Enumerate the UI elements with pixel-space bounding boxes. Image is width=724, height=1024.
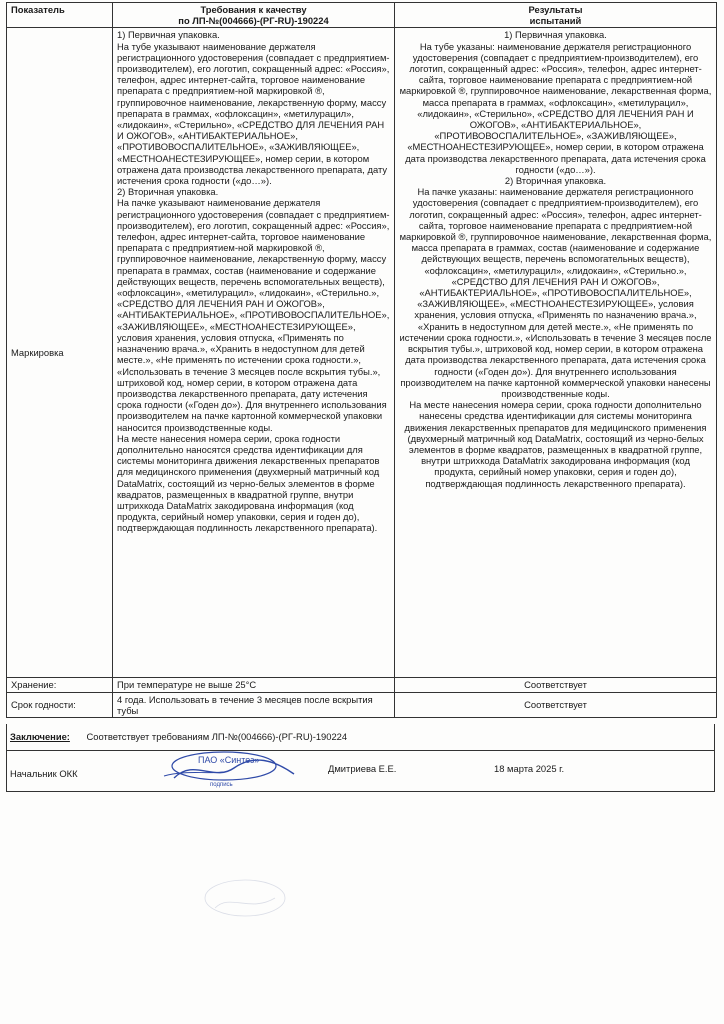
svg-text:подпись: подпись bbox=[210, 782, 233, 788]
table-row-shelf-life bbox=[7, 692, 717, 717]
conclusion bbox=[10, 731, 347, 742]
requirement-shelf-life: 4 года. Использовать в течение 3 месяцев после вскрытия тубы bbox=[113, 692, 395, 717]
table-header-row bbox=[7, 3, 717, 28]
header-requirements: Требования к качеству по ЛП-№(004666)-(РГ-RU)-190224 bbox=[113, 3, 395, 28]
result-marking: 1) Первичная упаковка. На тубе указаны: наименование держателя регистрационного удостоверения (совпадает с предприятием-производителем), его логотип, сокращенный адрес: «Россия», телефон, адрес интернет-сайта, торговое наименование препарата с предприятием-ной маркировкой ®, группировочное наименование, лекарственная форма, масса препарата в граммах, «офлоксацин», «метилурацил», «лидокаин», «Стерильно», «СРЕДСТВО ДЛЯ ЛЕЧЕНИЯ РАН И ОЖОГОВ», «АНТИБАКТЕРИАЛЬНОЕ», «ПРОТИВОВОСПАЛИТЕЛЬНОЕ», «ЗАЖИВЛЯЮЩЕЕ», «МЕСТНОАНЕСТЕЗИРУЮЩЕЕ», номер серии, в котором отражена дата производства лекарственного препарата, дата истечения срока годности («до…»). 2) Вторичная упаковка. На пачке указаны: наименование держателя регистрационного удостоверения (совпадает с предприятием-производителем), его логотип, сокращенный адрес: «Россия», телефон, адрес интернет-сайта, торговое наименование препарата с предприятием-ной маркировкой ®, группировочное наименование, лекарственная форма, масса препарата в граммах, состав (наименование и содержание действующих веществ, перечень вспомогательных веществ), «офлоксацин», «метилурацил», «лидокаин», «Стерильно.», «СРЕДСТВО ДЛЯ ЛЕЧЕНИЯ РАН И ОЖОГОВ», «АНТИБАКТЕРИАЛЬНОЕ», «ПРОТИВОВОСПАЛИТЕЛЬНОЕ», «ЗАЖИВЛЯЮЩЕЕ», «МЕСТНОАНЕСТЕЗИРУЮЩЕЕ», условия хранения, условия отпуска, «Применять по назначению врача.», «Хранить в недоступном для детей месте.», «Не применять по истечении срока годности.», «Использовать в течение 3 месяцев после вскрытия тубы.», штриховой код, номер серии, в котором отражена дата производства лекарственного препарата, дата истечения срока годности («Годен до»). Для внутреннего использования производителем на пачке картонной коммерческой упаковки нанесены производственные коды. На месте нанесения номера серии, срока годности дополнительно нанесены средства идентификации для системы мониторинга движения лекарственных препаратов для медицинского применения (двухмерный матричный код DataMatrix, состоящий из черно-белых элементов в форме квадратов, размещенных в квадратной группе, внутри штрихкода DataMatrix закодирована информация (код продукта, серийный номер упаковки, серия и годен до), подтверждающая подлинность лекарственного препарата). bbox=[395, 28, 717, 678]
result-storage: Соответствует bbox=[395, 678, 717, 692]
header-indicator: Показатель bbox=[7, 3, 113, 28]
label-shelf-life: Срок годности: bbox=[7, 692, 113, 717]
stamp-signature-icon bbox=[154, 748, 304, 790]
header-results: Результаты испытаний bbox=[395, 3, 717, 28]
signer-title: Начальник ОКК bbox=[10, 768, 78, 779]
conclusion-divider bbox=[6, 750, 715, 751]
conclusion-text: Соответствует требованиям ЛП-№(004666)-(РГ-RU)-190224 bbox=[86, 731, 348, 742]
requirement-marking: 1) Первичная упаковка. На тубе указывают наименование держателя регистрационного удостоверения (совпадает с предприятием-производителем), его логотип, сокращенный адрес: «Россия», телефон, адрес интернет-сайта, торговое наименование препарата с предприятием-ной маркировкой ®, группировочное наименование, лекарственную форму, массу препарата в граммах, «офлоксацин», «метилурацил», «лидокаин», «Стерильно», «СРЕДСТВО ДЛЯ ЛЕЧЕНИЯ РАН И ОЖОГОВ», «АНТИБАКТЕРИАЛЬНОЕ», «ПРОТИВОВОСПАЛИТЕЛЬНОЕ», «ЗАЖИВЛЯЮЩЕЕ», «МЕСТНОАНЕСТЕЗИРУЮЩЕЕ», номер серии, в котором отражена дата производства лекарственного препарата, дату истечения срока годности («до…»). 2) Вторичная упаковка. На пачке указывают наименование держателя регистрационного удостоверения (совпадает с предприятием-производителем), его логотип, сокращенный адрес: «Россия», телефон, адрес интернет-сайта, торговое наименование препарата с предприятием-ной маркировкой ®, группировочное наименование, лекарственную форму, массу препарата в граммах, состав (наименование и содержание действующих веществ, перечень вспомогательных веществ), «офлоксацин», «метилурацил», «лидокаин», «Стерильно.», «СРЕДСТВО ДЛЯ ЛЕЧЕНИЯ РАН И ОЖОГОВ», «АНТИБАКТЕРИАЛЬНОЕ», «ПРОТИВОВОСПАЛИТЕЛЬНОЕ», «ЗАЖИВЛЯЮЩЕЕ», «МЕСТНОАНЕСТЕЗИРУЮЩЕЕ», условия хранения, условия отпуска, «Применять по назначению врача.», «Хранить в недоступном для детей месте.», «Не применять по истечении срока годности.», «Использовать в течение 3 месяцев после вскрытия тубы.», штриховой код, номер серии, в котором отражена дата производства лекарственного препарата, дату истечения срока годности («Годен до»). Для внутреннего использования производителем на пачке картонной коммерческой упаковки наносится производственные коды. На месте нанесения номера серии, срока годности дополнительно наносятся средства идентификации для системы мониторинга движения лекарственных препаратов для медицинского применения (двухмерный матричный код DataMatrix, состоящий из черно-белых элементов в форме квадратов, размещенных в квадратной группе, внутри штрихкода DataMatrix закодирована информация (код продукта, серийный номер упаковки, серия и годен до), подтверждающая подлинность лекарственного препарата). bbox=[113, 28, 395, 678]
svg-text:ПАО «Синтез»: ПАО «Синтез» bbox=[198, 755, 260, 765]
quality-table bbox=[6, 2, 717, 718]
signer-name: Дмитриева Е.Е. bbox=[328, 763, 397, 774]
label-marking: Маркировка bbox=[7, 28, 113, 678]
requirement-storage: При температуре не выше 25°С bbox=[113, 678, 395, 692]
table-row-marking bbox=[7, 28, 717, 678]
sign-date: 18 марта 2025 г. bbox=[494, 763, 565, 774]
label-storage: Хранение: bbox=[7, 678, 113, 692]
conclusion-label: Заключение: bbox=[10, 731, 70, 742]
table-row-storage bbox=[7, 678, 717, 692]
stamp-bleed-through-icon bbox=[200, 868, 290, 928]
result-shelf-life: Соответствует bbox=[395, 692, 717, 717]
